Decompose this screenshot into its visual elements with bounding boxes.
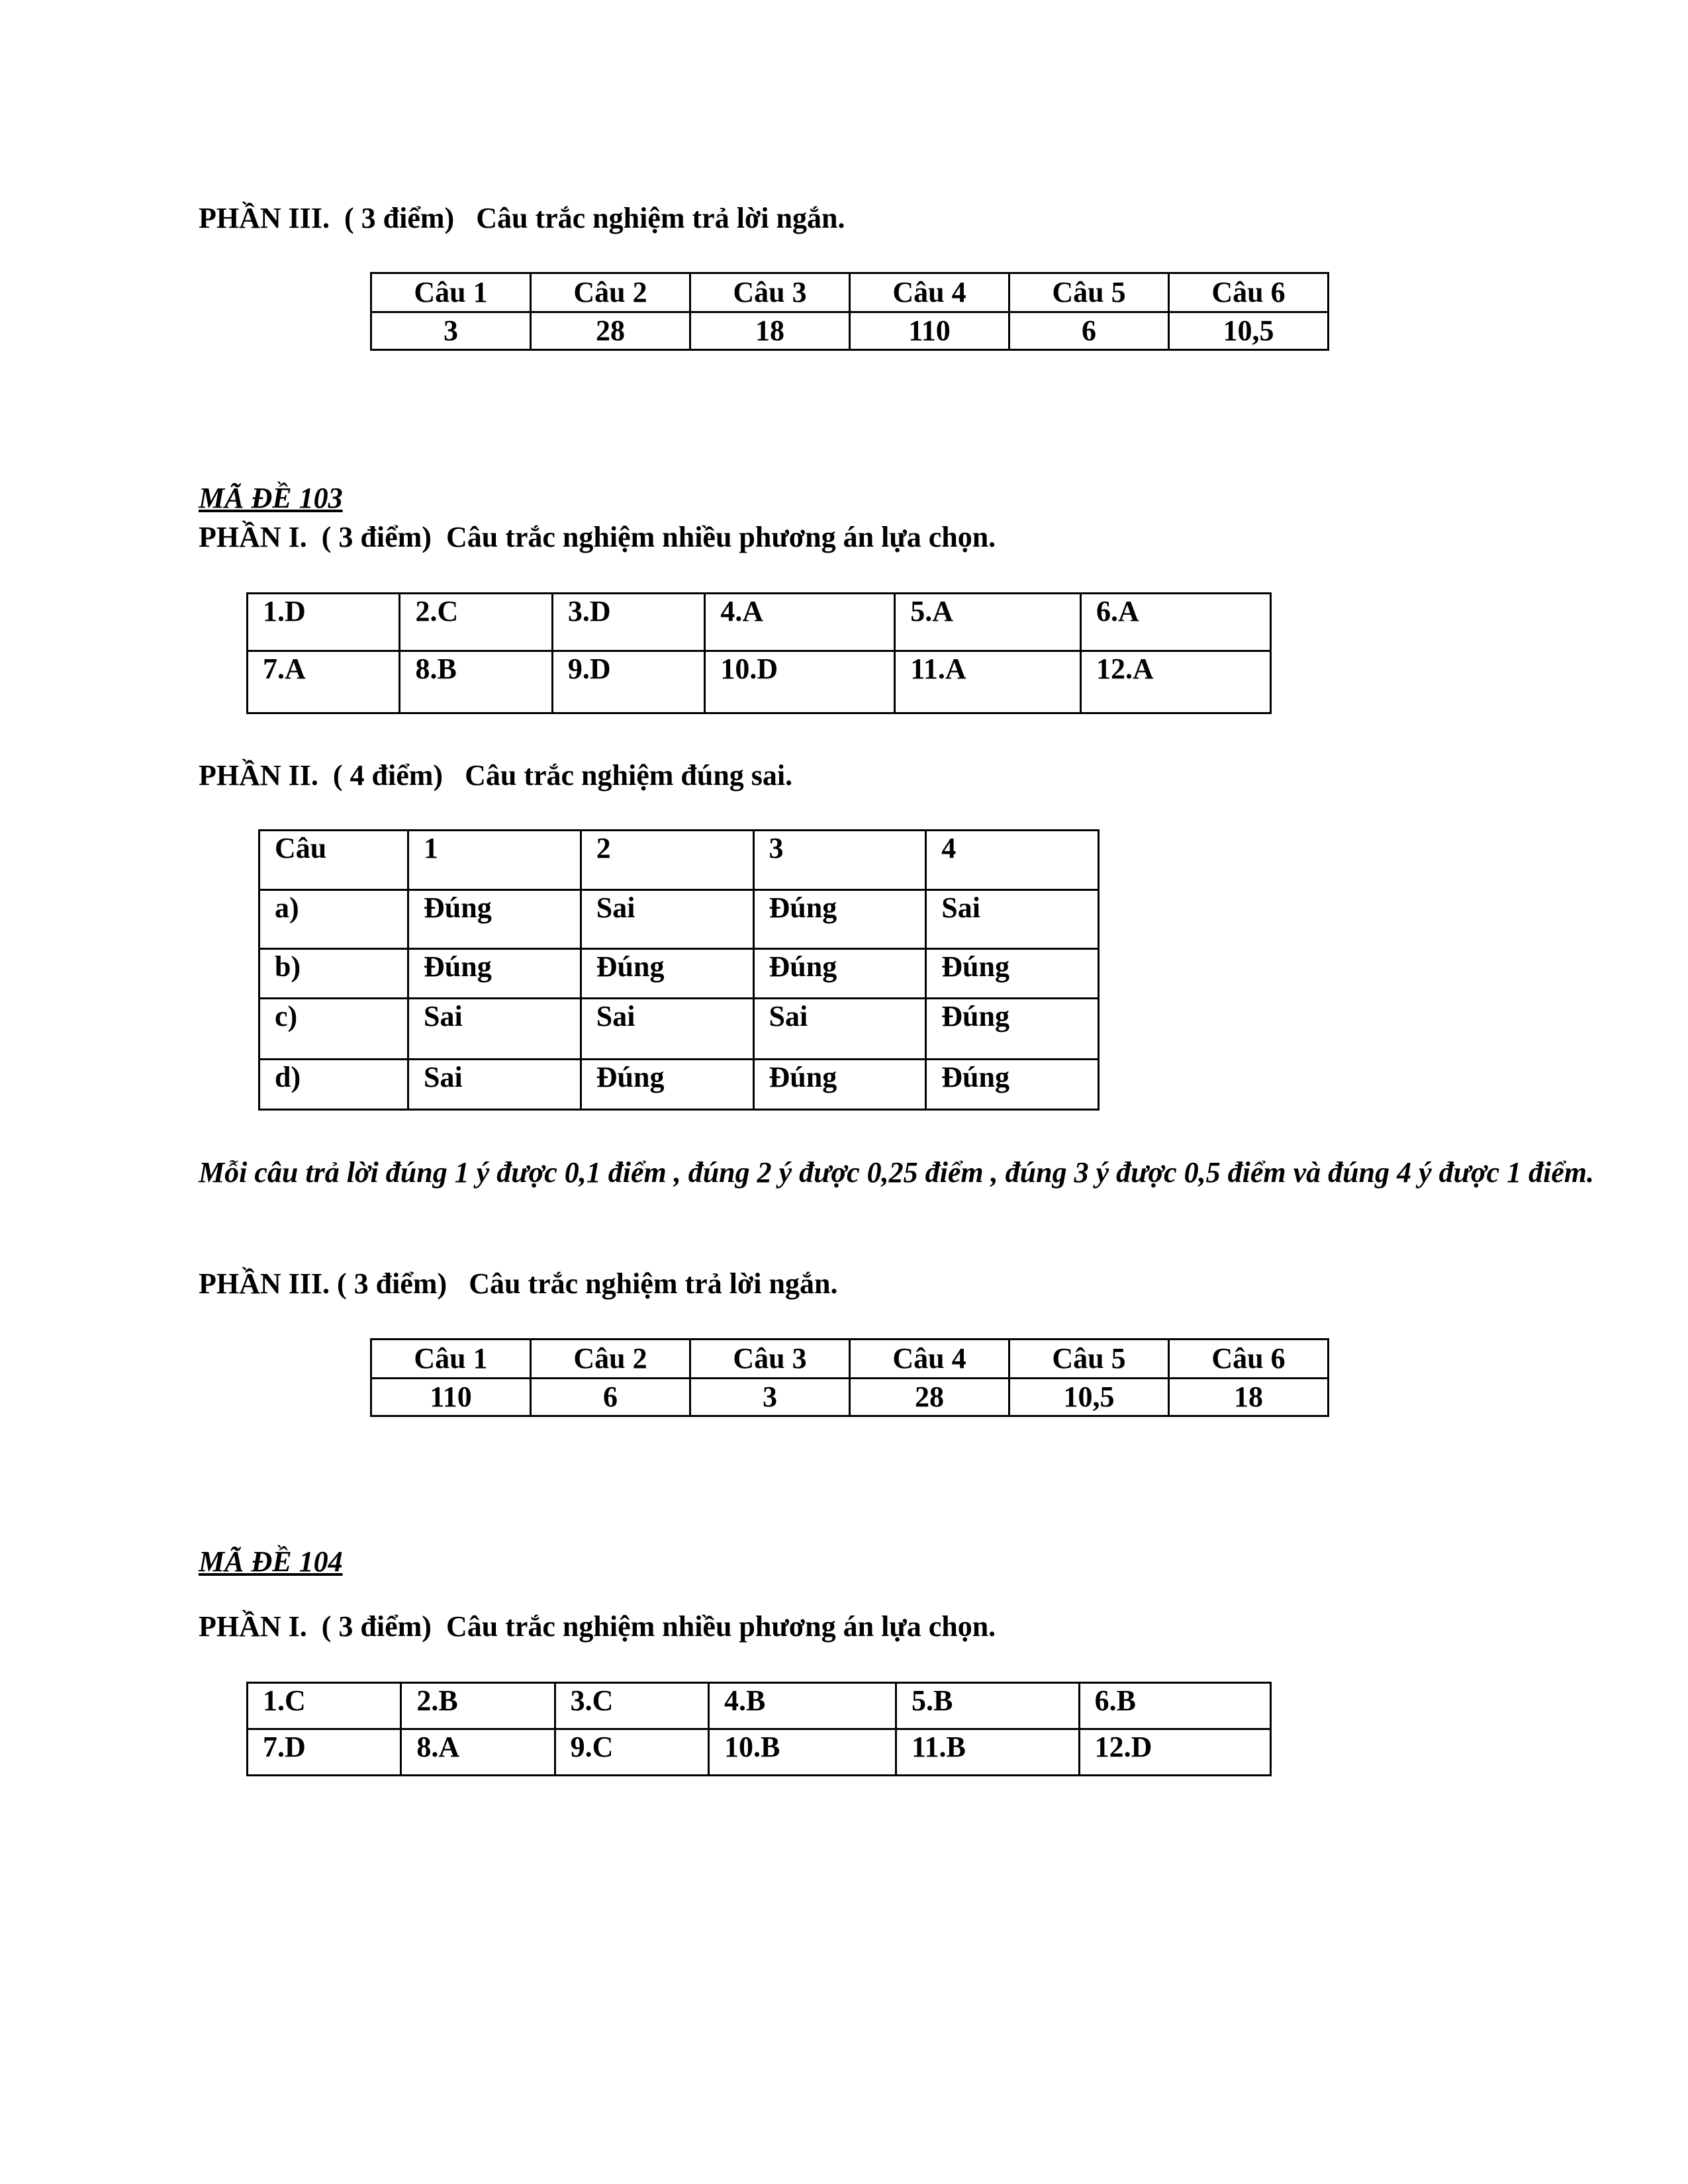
table-cell: Câu 2	[531, 1340, 690, 1379]
table-cell: 28	[531, 312, 690, 350]
scoring-note-103: Mỗi câu trả lời đúng 1 ý được 0,1 điểm , đúng 2 ý được 0,25 điểm , đúng 3 ý được 0,5 điểm và đúng 4 ý được 1 điểm.	[199, 1156, 1595, 1189]
table-cell: 2.B	[401, 1683, 555, 1729]
table-cell: Câu	[259, 831, 408, 890]
table-cell: Đúng	[753, 1060, 926, 1110]
table-cell: 1.C	[248, 1683, 401, 1729]
table-cell: 6	[531, 1379, 690, 1416]
table-cell: 2	[581, 831, 753, 890]
short-answer-table-103	[370, 1338, 1329, 1417]
part2-heading-103: PHẦN II. ( 4 điểm) Câu trắc nghiệm đúng sai.	[199, 759, 793, 792]
table-cell: 10.D	[705, 651, 895, 713]
table-cell: 110	[850, 312, 1009, 350]
table-cell: Câu 1	[371, 1340, 531, 1379]
table-cell: 8.B	[400, 651, 552, 713]
table-cell: 9.D	[552, 651, 704, 713]
table-cell: 2.C	[400, 594, 552, 651]
table-cell: Sai	[581, 890, 753, 949]
table-cell: 10,5	[1169, 312, 1329, 350]
table-cell: 4.A	[705, 594, 895, 651]
table-cell: c)	[259, 999, 408, 1060]
table-cell: 7.A	[248, 651, 400, 713]
table-cell: b)	[259, 949, 408, 999]
table-cell: 4	[926, 831, 1099, 890]
table-cell: 10.B	[708, 1729, 896, 1776]
table-cell: 9.C	[555, 1729, 708, 1776]
table-cell: 3	[753, 831, 926, 890]
table-cell: d)	[259, 1060, 408, 1110]
table-cell: Sai	[408, 999, 581, 1060]
table-cell: 4.B	[708, 1683, 896, 1729]
table-cell: 1	[408, 831, 581, 890]
table-cell: Câu 6	[1169, 1340, 1329, 1379]
table-cell: Câu 3	[690, 273, 850, 312]
table-cell: 5.B	[896, 1683, 1079, 1729]
table-cell: 6	[1009, 312, 1169, 350]
table-cell: 5.A	[895, 594, 1081, 651]
table-cell: 8.A	[401, 1729, 555, 1776]
table-cell: 3	[690, 1379, 850, 1416]
table-cell: Câu 4	[850, 1340, 1009, 1379]
table-cell: 110	[371, 1379, 531, 1416]
table-cell: Đúng	[753, 949, 926, 999]
table-cell: a)	[259, 890, 408, 949]
table-cell: Câu 4	[850, 273, 1009, 312]
part1-heading-103: PHẦN I. ( 3 điểm) Câu trắc nghiệm nhiều phương án lựa chọn.	[199, 521, 996, 553]
table-cell: Đúng	[408, 890, 581, 949]
table-cell: 6.A	[1081, 594, 1271, 651]
part1-heading-104: PHẦN I. ( 3 điểm) Câu trắc nghiệm nhiều phương án lựa chọn.	[199, 1610, 996, 1643]
exam-code-104: MÃ ĐỀ 104	[199, 1545, 343, 1578]
table-cell: 10,5	[1009, 1379, 1169, 1416]
table-cell: 18	[1169, 1379, 1329, 1416]
table-cell: Sai	[753, 999, 926, 1060]
exam-code-103: MÃ ĐỀ 103	[199, 482, 343, 514]
table-cell: Đúng	[753, 890, 926, 949]
table-cell: 12.D	[1079, 1729, 1270, 1776]
table-cell: Sai	[926, 890, 1099, 949]
table-cell: Sai	[581, 999, 753, 1060]
table-cell: Đúng	[926, 1060, 1099, 1110]
table-cell: 6.B	[1079, 1683, 1270, 1729]
table-cell: 3	[371, 312, 531, 350]
table-cell: 11.B	[896, 1729, 1079, 1776]
table-cell: Đúng	[926, 999, 1099, 1060]
table-cell: 7.D	[248, 1729, 401, 1776]
table-cell: Đúng	[408, 949, 581, 999]
table-cell: Sai	[408, 1060, 581, 1110]
table-cell: Đúng	[581, 949, 753, 999]
part3-heading-a: PHẦN III. ( 3 điểm) Câu trắc nghiệm trả lời ngắn.	[199, 202, 845, 234]
table-cell: 11.A	[895, 651, 1081, 713]
table-cell: 1.D	[248, 594, 400, 651]
table-cell: Câu 5	[1009, 1340, 1169, 1379]
table-cell: 28	[850, 1379, 1009, 1416]
table-cell: 12.A	[1081, 651, 1271, 713]
multiple-choice-table-103	[246, 592, 1272, 714]
table-cell: Câu 2	[531, 273, 690, 312]
true-false-table-103	[258, 829, 1100, 1111]
table-cell: Đúng	[581, 1060, 753, 1110]
short-answer-table-a	[370, 272, 1329, 351]
part3-heading-103: PHẦN III. ( 3 điểm) Câu trắc nghiệm trả lời ngắn.	[199, 1267, 838, 1300]
multiple-choice-table-104	[246, 1682, 1272, 1776]
table-cell: Câu 6	[1169, 273, 1329, 312]
table-cell: Câu 5	[1009, 273, 1169, 312]
table-cell: Câu 1	[371, 273, 531, 312]
table-cell: Đúng	[926, 949, 1099, 999]
table-cell: 3.D	[552, 594, 704, 651]
table-cell: 18	[690, 312, 850, 350]
table-cell: 3.C	[555, 1683, 708, 1729]
table-cell: Câu 3	[690, 1340, 850, 1379]
